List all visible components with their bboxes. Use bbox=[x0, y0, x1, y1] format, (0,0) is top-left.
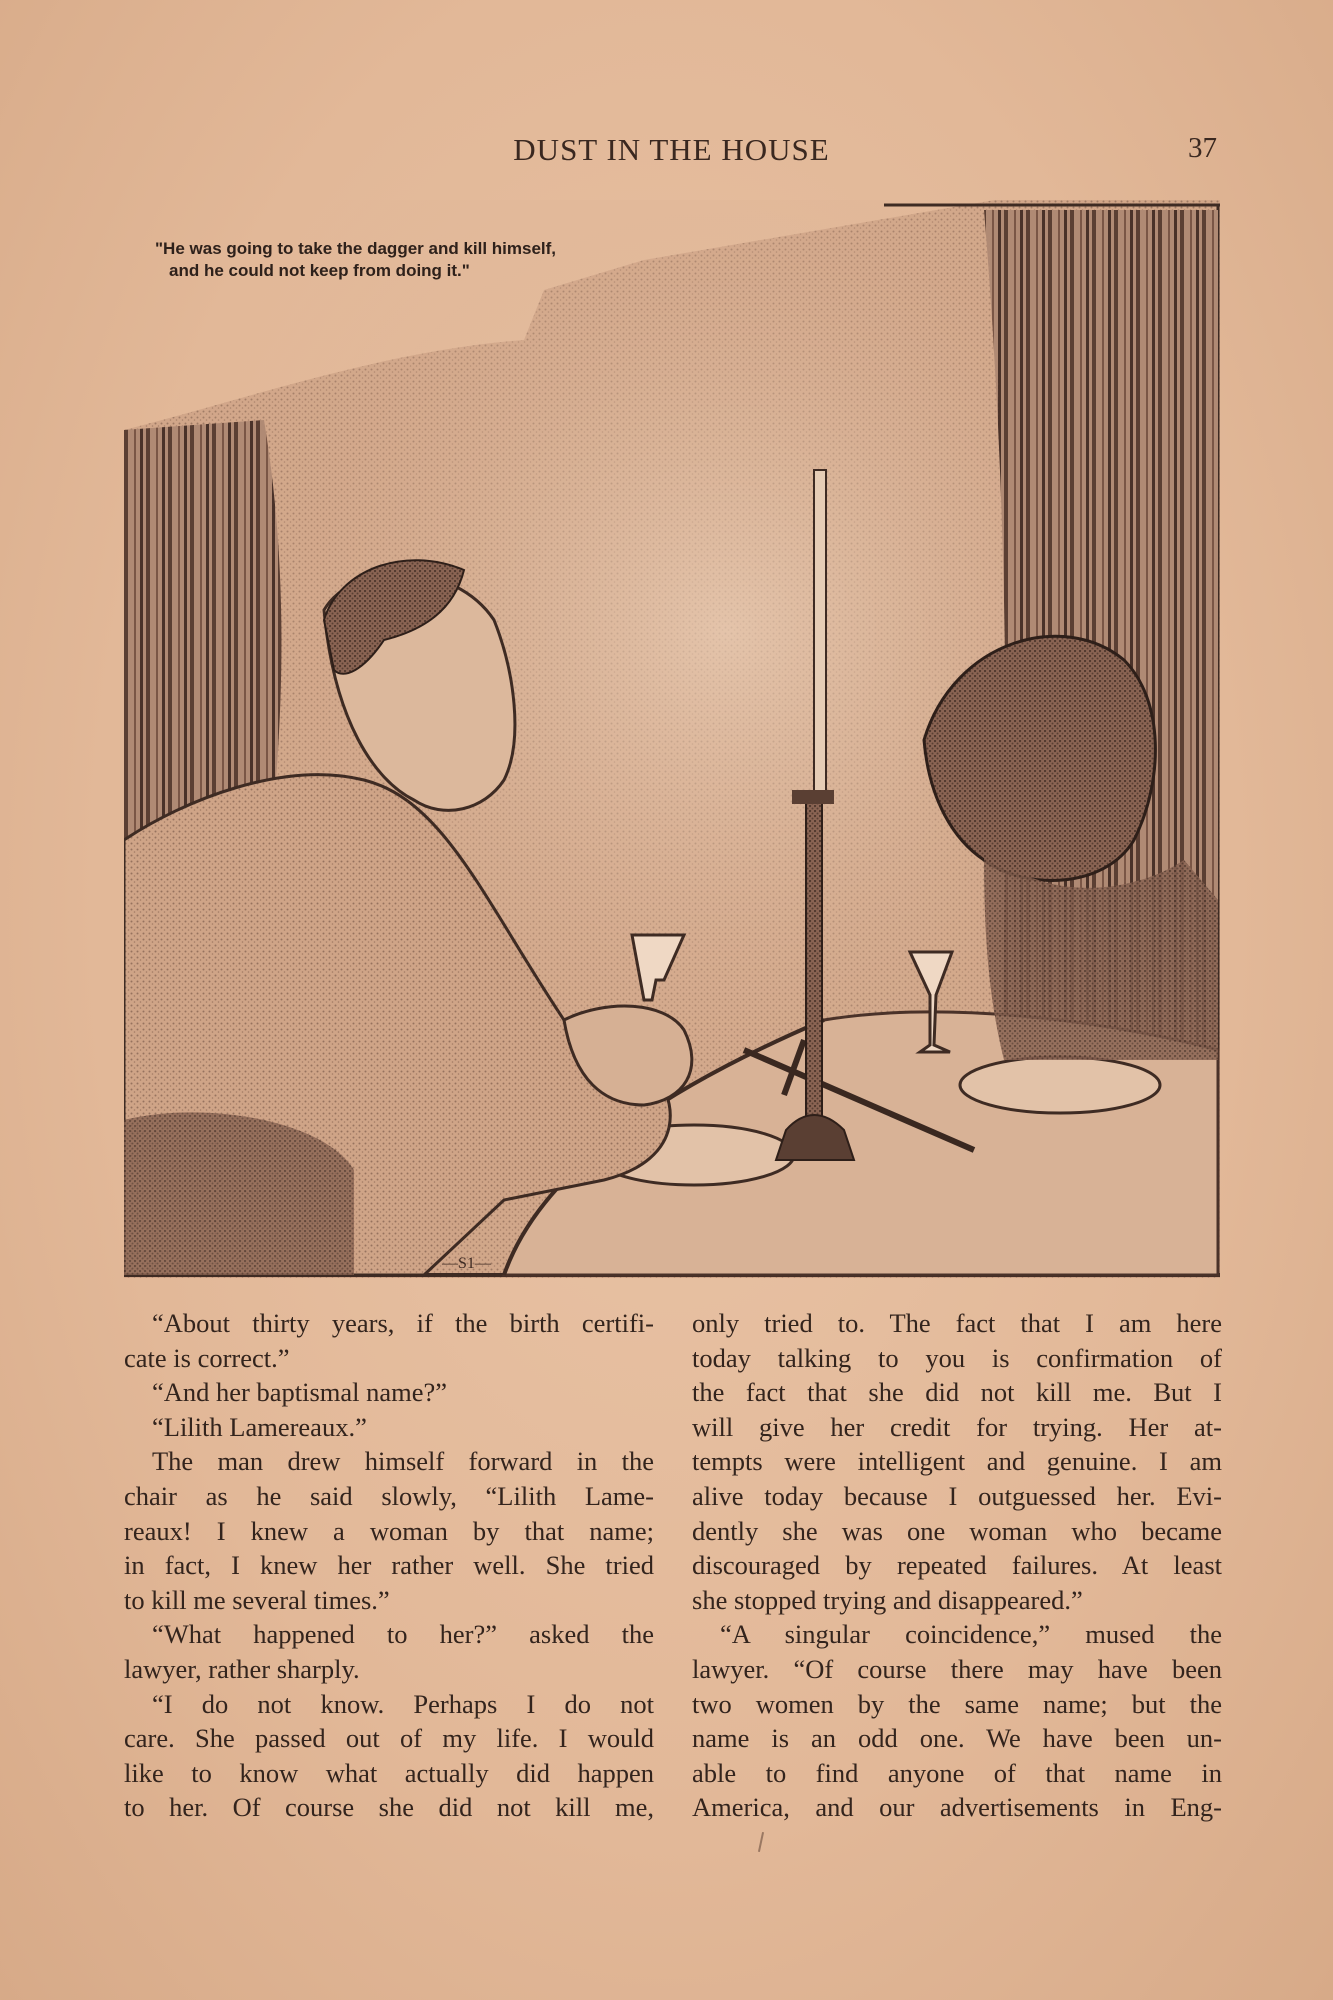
text-line: America, and our advertisements in Eng- bbox=[692, 1792, 1222, 1823]
text-line: able to find anyone of that name in bbox=[692, 1757, 1222, 1788]
text-line: today talking to you is confirmation of bbox=[692, 1342, 1222, 1373]
illustration bbox=[124, 200, 1220, 1278]
text-line: chair as he said slowly, “Lilith Lame- bbox=[124, 1480, 654, 1511]
text-line: “About thirty years, if the birth certifi- bbox=[152, 1308, 654, 1338]
text-line: “I do not know. Perhaps I do not bbox=[152, 1688, 654, 1719]
artist-signature: —S1— bbox=[442, 1255, 491, 1272]
text-line: cate is correct.” bbox=[124, 1342, 290, 1373]
text-column-right bbox=[692, 1306, 1222, 1825]
text-line: will give her credit for trying. Her at- bbox=[692, 1411, 1222, 1442]
text-line: discouraged by repeated failures. At least bbox=[692, 1550, 1222, 1581]
illustration-caption bbox=[155, 238, 795, 282]
illustration-drawing bbox=[124, 200, 1220, 1278]
text-line: alive today because I outguessed her. Evi- bbox=[692, 1480, 1222, 1511]
candle bbox=[814, 470, 826, 800]
page-number: 37 bbox=[1188, 132, 1217, 164]
text-line: only tried to. The fact that I am here bbox=[692, 1308, 1222, 1338]
pencil-mark bbox=[758, 1832, 764, 1852]
text-line: tempts were intelligent and genuine. I am bbox=[692, 1446, 1222, 1477]
text-line: two women by the same name; but the bbox=[692, 1688, 1222, 1719]
text-line: to kill me several times.” bbox=[124, 1584, 390, 1615]
plate-right bbox=[960, 1057, 1160, 1113]
running-head bbox=[0, 132, 1333, 172]
text-line: to her. Of course she did not kill me, bbox=[124, 1792, 654, 1823]
text-line: in fact, I knew her rather well. She tried bbox=[124, 1550, 654, 1581]
text-line: The man drew himself forward in the bbox=[152, 1446, 654, 1477]
text-line: “Lilith Lamereaux.” bbox=[152, 1411, 367, 1442]
text-line: reaux! I knew a woman by that name; bbox=[124, 1515, 654, 1546]
text-column-left bbox=[124, 1306, 654, 1825]
text-line: she stopped trying and disappeared.” bbox=[692, 1584, 1083, 1615]
text-line: like to know what actually did happen bbox=[124, 1757, 654, 1788]
caption-line: and he could not keep from doing it." bbox=[169, 261, 470, 280]
text-line: lawyer. “Of course there may have been bbox=[692, 1653, 1222, 1684]
caption-line: "He was going to take the dagger and kill himself, bbox=[155, 239, 557, 258]
text-line: the fact that she did not kill me. But I bbox=[692, 1377, 1222, 1408]
text-line: lawyer, rather sharply. bbox=[124, 1653, 360, 1684]
text-line: name is an odd one. We have been un- bbox=[692, 1723, 1222, 1754]
running-title: DUST IN THE HOUSE bbox=[513, 132, 830, 167]
text-line: “A singular coincidence,” mused the bbox=[720, 1619, 1222, 1650]
candlestick bbox=[806, 800, 822, 1120]
text-line: care. She passed out of my life. I would bbox=[124, 1723, 654, 1754]
text-line: “What happened to her?” asked the bbox=[152, 1619, 654, 1650]
text-line: “And her baptismal name?” bbox=[152, 1377, 448, 1408]
text-line: dently she was one woman who became bbox=[692, 1515, 1222, 1546]
